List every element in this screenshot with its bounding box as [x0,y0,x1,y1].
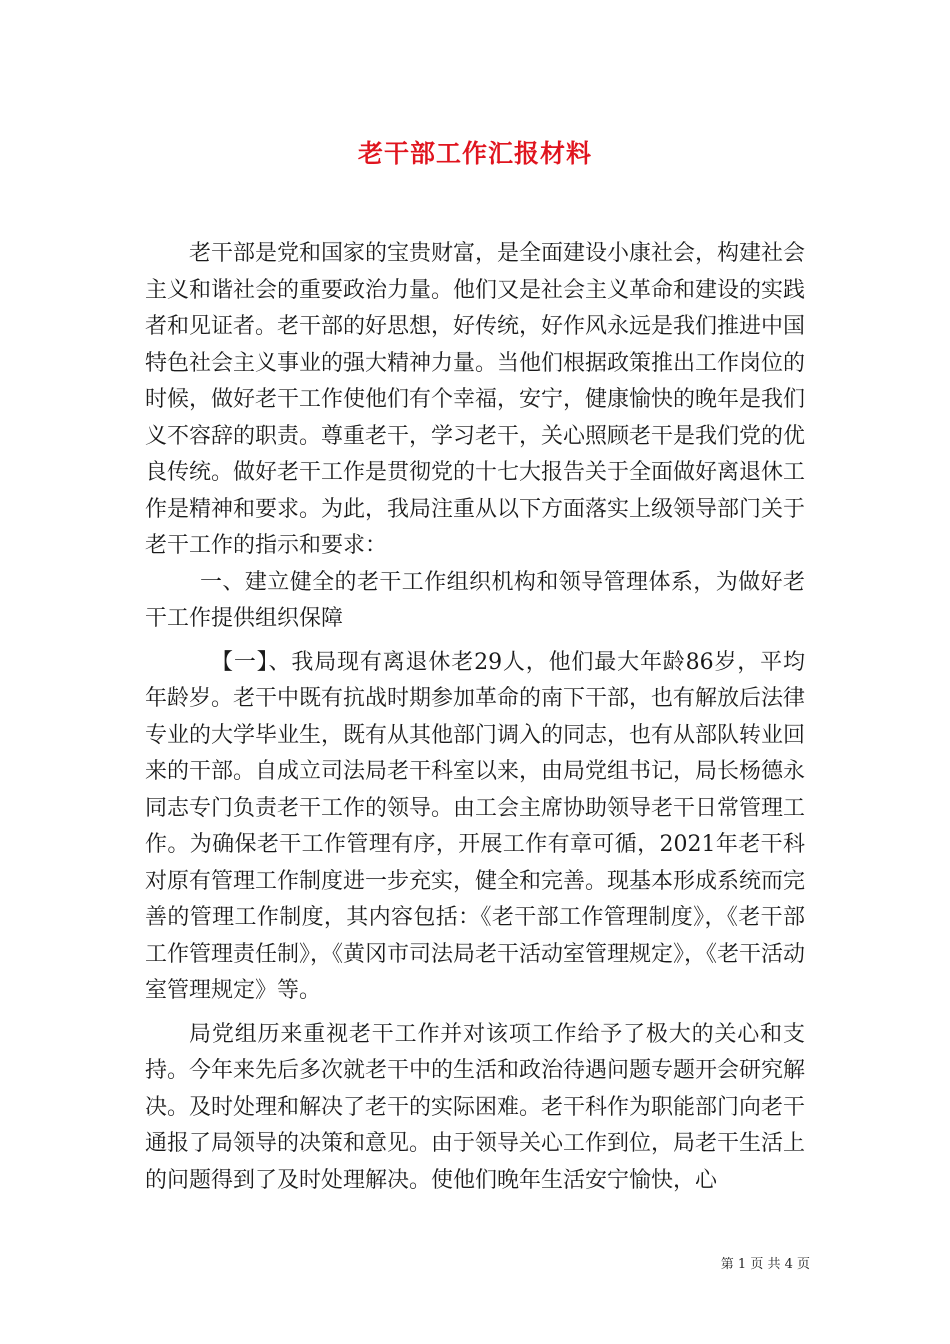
page-number: 第 1 页 共 4 页 [720,1257,810,1272]
document-body [145,236,805,1199]
paragraph-leadership-support: 局党组历来重视老干工作并对该项工作给予了极大的关心和支持。今年来先后多次就老干中的生活和政治待遇问题专题开会研究解决。及时处理和解决了老干的实际困难。老干科作为职能部门向老干通报了局领导的决策和意见。由于领导关心工作到位，局老干生活上的问题得到了及时处理解决。使他们晚年生活安宁愉快，心 [145,1021,806,1193]
paragraph-section-1-item-1: 【一】、我局现有离退休老29人，他们最大年龄86岁，平均年龄岁。老干中既有抗战时期参加革命的南下干部，也有解放后法律专业的大学毕业生，既有从其他部门调入的同志，也有从部队转业回来的干部。自成立司法局老干科室以来，由局党组书记，局长杨德永同志专门负责老干工作的领导。由工会主席协助领导老干日常管理工作。为确保老干工作管理有序，开展工作有章可循，2021年老干科对原有管理工作制度进一步充实，健全和完善。现基本形成系统而完善的管理工作制度，其内容包括：《老干部工作管理制度》，《老干部工作管理责任制》，《黄冈市司法局老干活动室管理规定》，《老干活动室管理规定》等。 [145,649,806,1003]
paragraph-intro: 老干部是党和国家的宝贵财富，是全面建设小康社会，构建社会主义和谐社会的重要政治力量。他们又是社会主义革命和建设的实践者和见证者。老干部的好思想，好传统，好作风永远是我们推进中国特色社会主义事业的强大精神力量。当他们根据政策推出工作岗位的时候，做好老干工作使他们有个幸福，安宁，健康愉快的晚年是我们义不容辞的职责。尊重老干，学习老干，关心照顾老干是我们党的优良传统。做好老干工作是贯彻党的十七大报告关于全面做好离退休工作是精神和要求。为此，我局注重从以下方面落实上级领导部门关于老干工作的指示和要求： [145,241,806,558]
document-title: 老干部工作汇报材料 [357,139,592,168]
section-heading-1: 一、建立健全的老干工作组织机构和领导管理体系，为做好老干工作提供组织保障 [145,569,805,631]
